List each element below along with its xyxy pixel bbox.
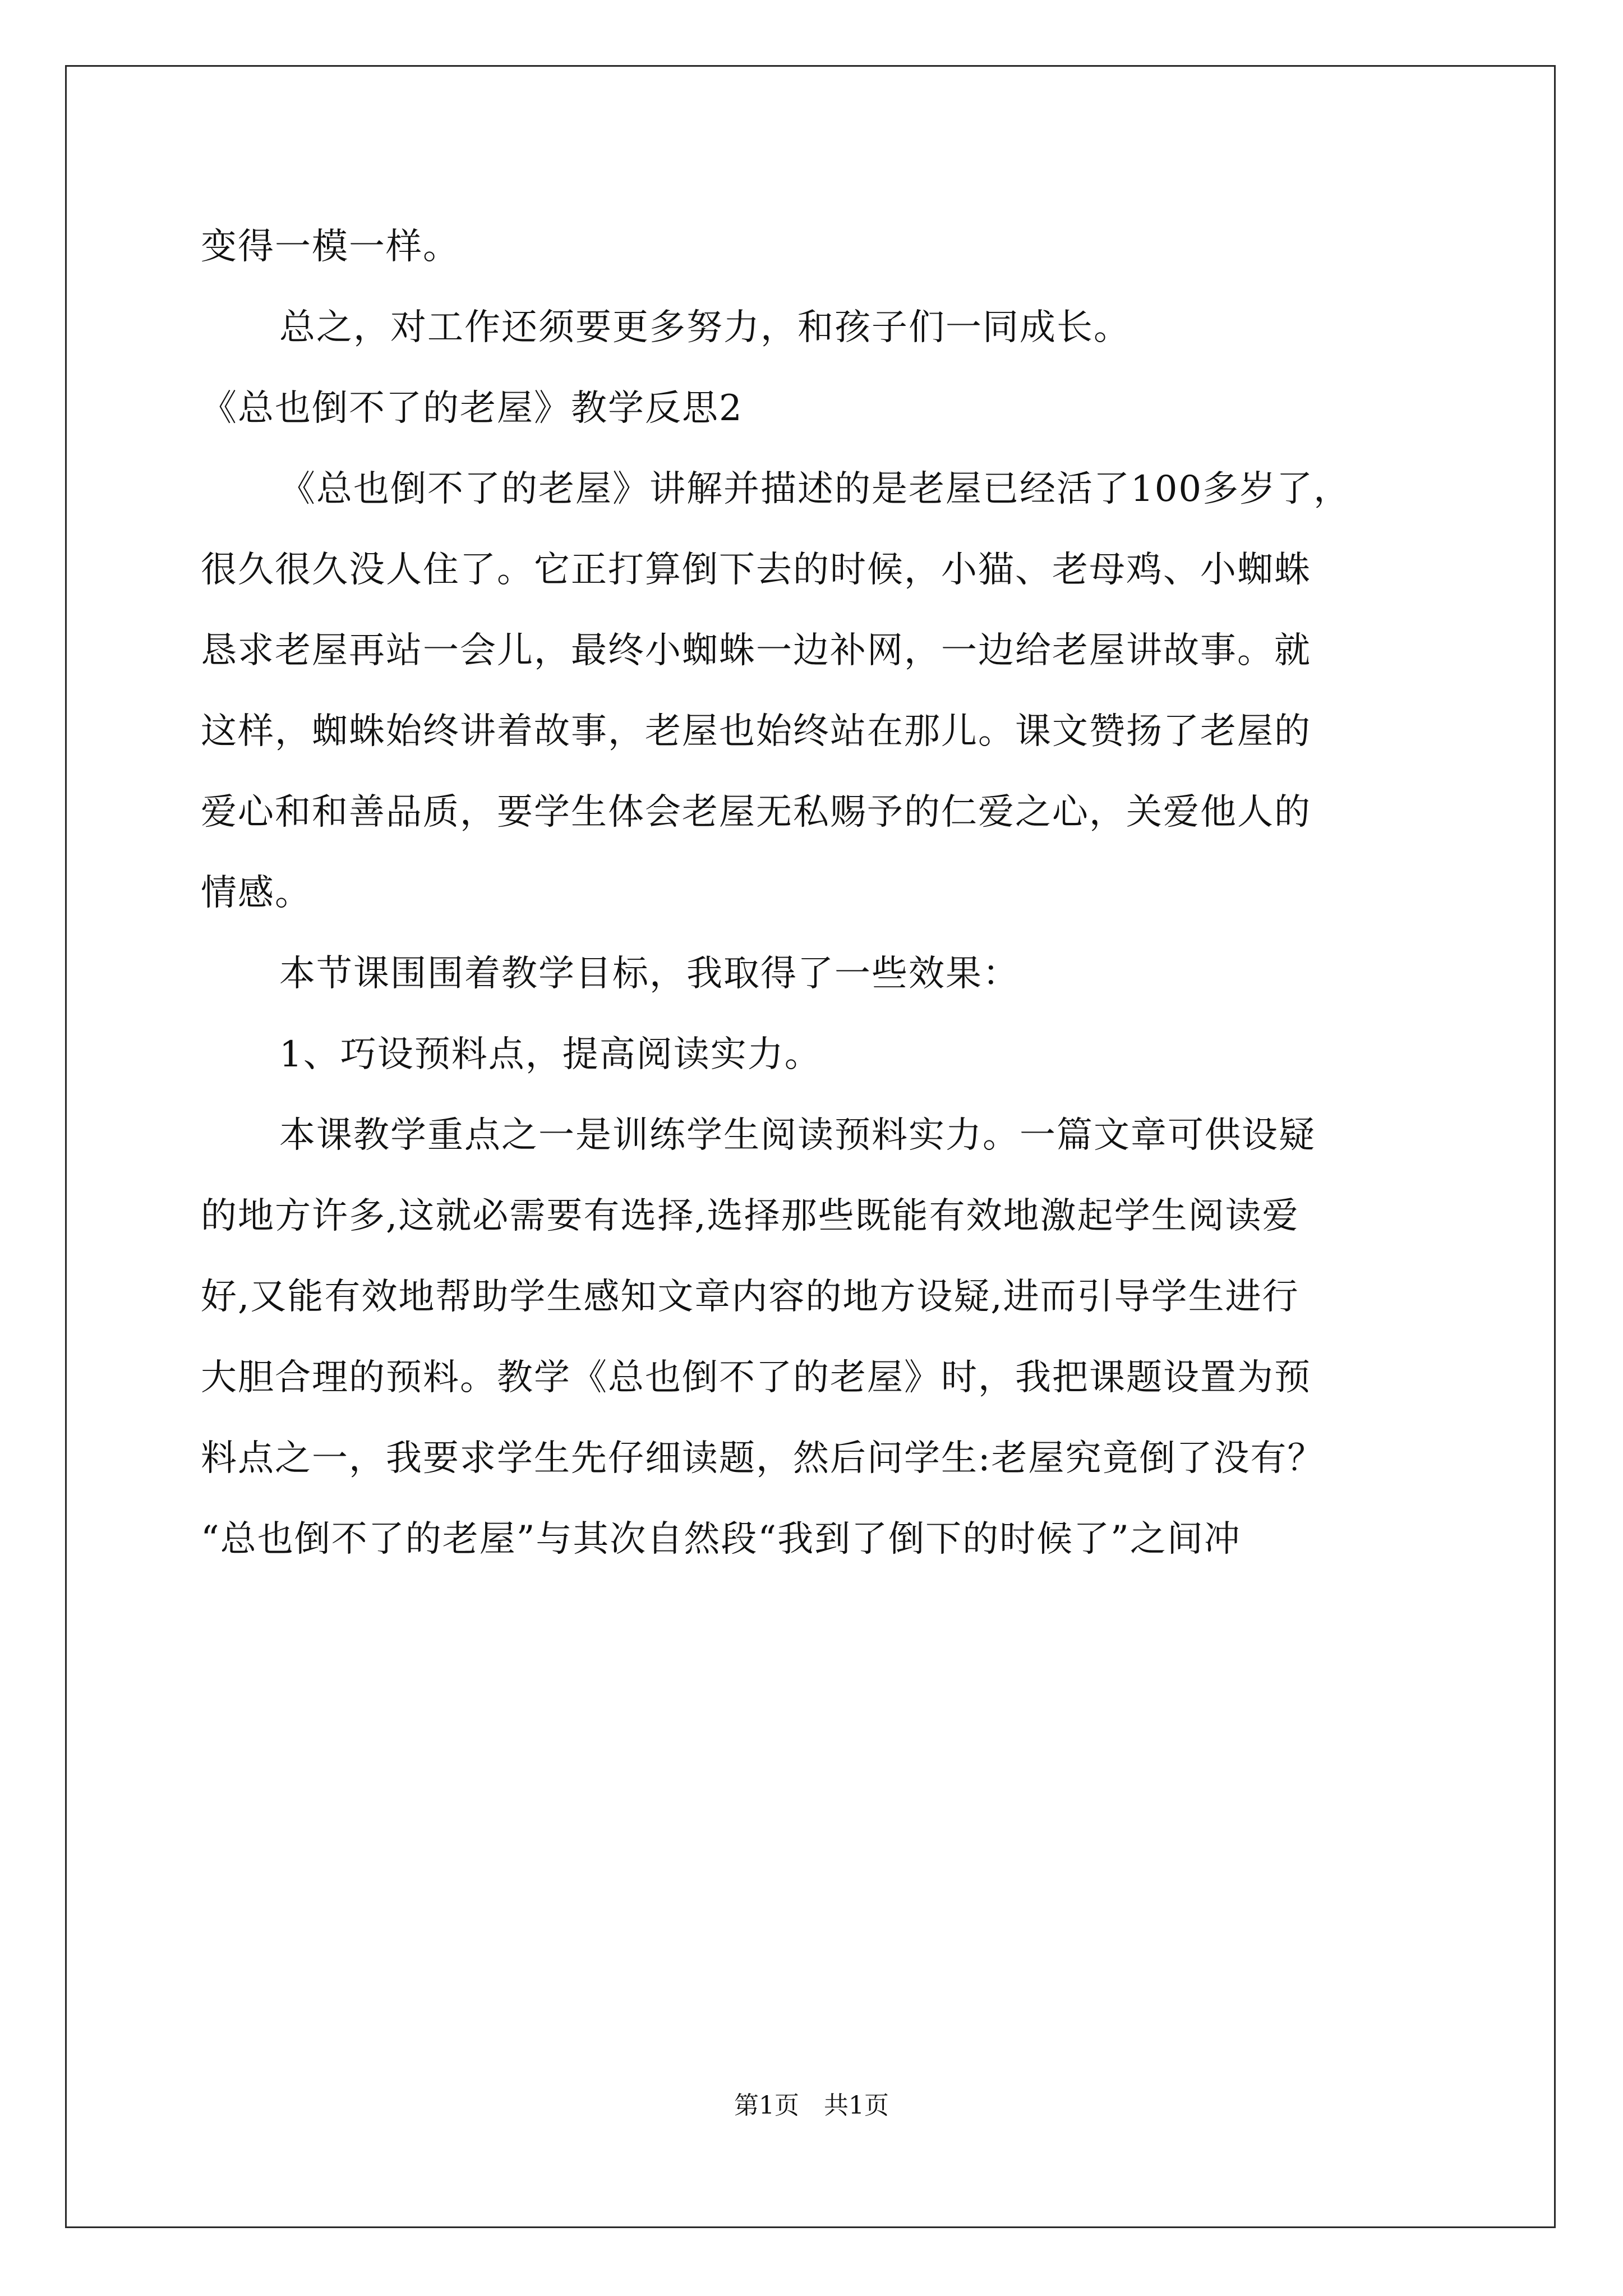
paragraph-line: 的地方许多,这就必需要有选择,选择那些既能有效地激起学生阅读爱 [201, 1195, 1299, 1237]
list-item: 1、巧设预料点，提高阅读实力。 [279, 1034, 822, 1075]
paragraph-line: 恳求老屋再站一会儿，最终小蜘蛛一边补网，一边给老屋讲故事。就 [201, 630, 1311, 671]
paragraph-line: 大胆合理的预料。教学《总也倒不了的老屋》时，我把课题设置为预 [201, 1357, 1311, 1398]
paragraph-line: 很久很久没人住了。它正打算倒下去的时候，小猫、老母鸡、小蜘蛛 [201, 549, 1311, 591]
paragraph-line: 爱心和和善品质，要学生体会老屋无私赐予的仁爱之心，关爱他人的 [201, 792, 1311, 833]
paragraph-line: 本节课围围着教学目标，我取得了一些效果： [279, 953, 1020, 995]
paragraph-line: 料点之一，我要求学生先仔细读题，然后问学生:老屋究竟倒了没有？ [201, 1438, 1325, 1479]
paragraph-line: 变得一模一样。 [201, 226, 460, 268]
paragraph-line: 情感。 [201, 872, 312, 914]
section-heading: 《总也倒不了的老屋》教学反思2 [201, 388, 743, 429]
paragraph-line: 本课教学重点之一是训练学生阅读预料实力。一篇文章可供设疑 [279, 1115, 1316, 1156]
page-footer: 第1页 共1页 [734, 2091, 889, 2120]
paragraph-line: 《总也倒不了的老屋》讲解并描述的是老屋已经活了100多岁了， [279, 468, 1351, 510]
paragraph-line: 这样，蜘蛛始终讲着故事，老屋也始终站在那儿。课文赞扬了老屋的 [201, 711, 1311, 752]
paragraph-line: 好,又能有效地帮助学生感知文章内容的地方设疑,进而引导学生进行 [201, 1276, 1299, 1318]
paragraph-line: “总也倒不了的老屋”与其次自然段“我到了倒下的时候了”之间冲 [201, 1519, 1241, 1560]
paragraph-line: 总之，对工作还须要更多努力，和孩子们一同成长。 [279, 307, 1131, 348]
